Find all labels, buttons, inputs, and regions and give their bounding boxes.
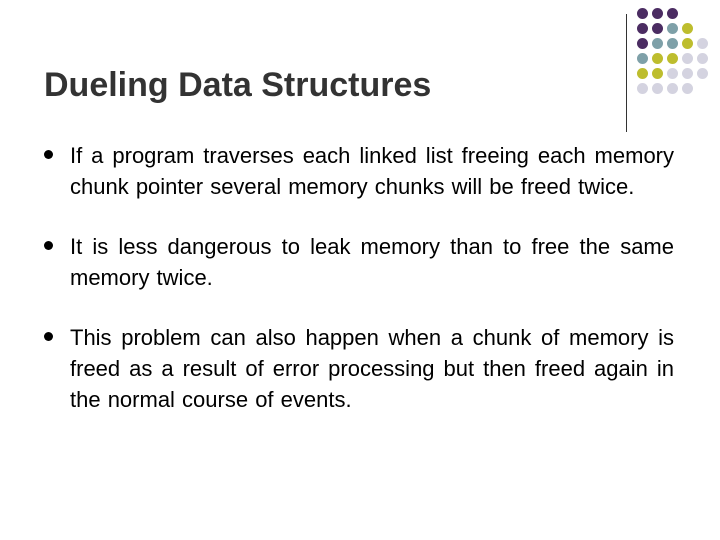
decorative-dot [637,53,648,64]
bullet-text: If a program traverses each linked list freeing each memory chunk pointer several memory chunks will be freed twice. [70,143,674,199]
title-divider-line [626,14,627,132]
decorative-dot [652,83,663,94]
decorative-dot [667,38,678,49]
decorative-dot [637,83,648,94]
decorative-dot [682,53,693,64]
decorative-dot [697,68,708,79]
bullet-text: This problem can also happen when a chunk of memory is freed as a result of error processing but then freed again in the normal course of events. [70,325,674,412]
decorative-dot [697,53,708,64]
decorative-dot [682,23,693,34]
decorative-dot [652,8,663,19]
slide-title: Dueling Data Structures [44,66,432,104]
bullet-item [44,231,674,293]
decorative-dot [652,23,663,34]
decorative-dot [697,38,708,49]
decorative-dot [667,23,678,34]
decorative-dot [667,53,678,64]
decorative-dot [682,68,693,79]
decorative-dot [682,38,693,49]
decorative-dot [637,23,648,34]
decorative-dot-grid [637,8,720,128]
bullet-text: It is less dangerous to leak memory than to free the same memory twice. [70,234,674,290]
decorative-dot [667,68,678,79]
bullet-item [44,140,674,202]
bullet-marker [44,241,53,250]
decorative-dot [652,53,663,64]
decorative-dot [667,8,678,19]
bullet-item [44,322,674,415]
bullet-list [44,140,674,444]
decorative-dot [652,38,663,49]
decorative-dot [667,83,678,94]
bullet-marker [44,150,53,159]
decorative-dot [637,68,648,79]
bullet-marker [44,332,53,341]
decorative-dot [652,68,663,79]
decorative-dot [637,38,648,49]
decorative-dot [637,8,648,19]
decorative-dot [682,83,693,94]
